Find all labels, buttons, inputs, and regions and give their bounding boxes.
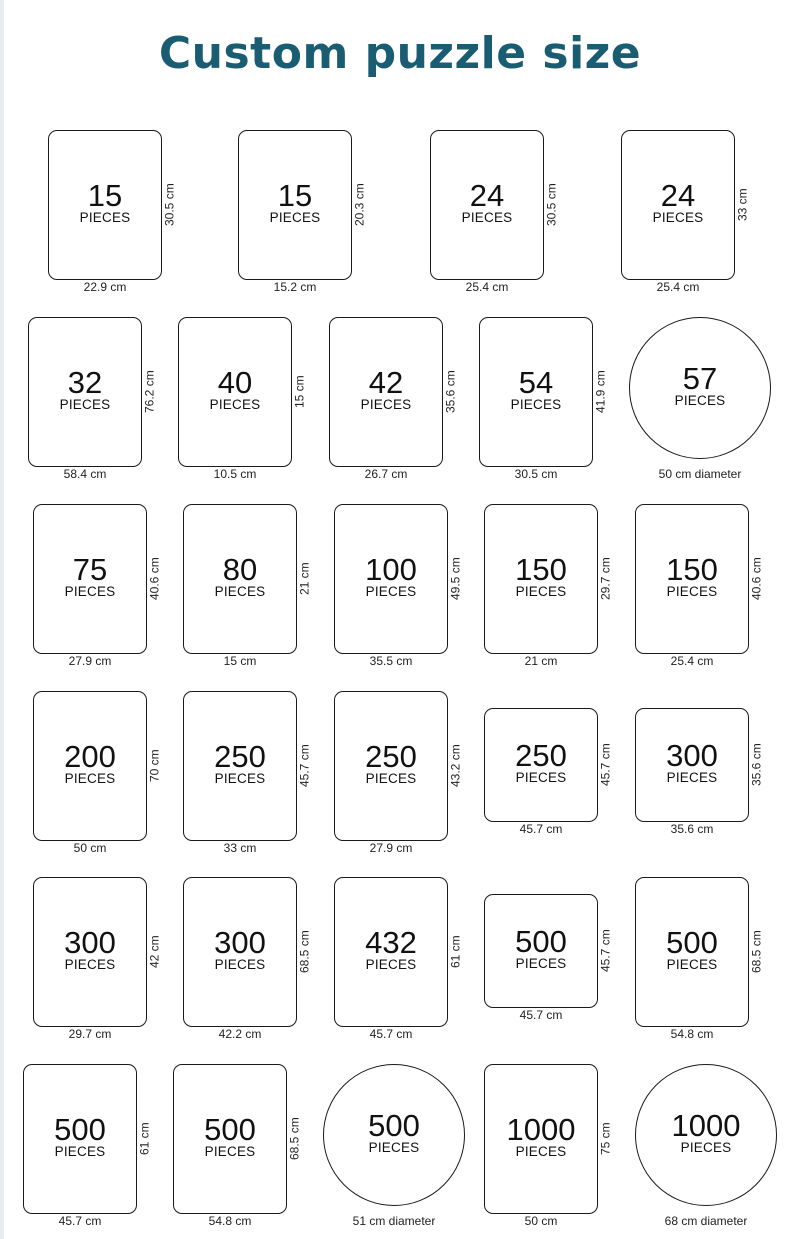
height-label: 45.7 cm: [598, 743, 613, 787]
width-label: 45.7 cm: [519, 822, 563, 836]
piece-count: 100: [365, 552, 417, 587]
puzzle-rect-shape: [238, 130, 352, 280]
piece-count: 32: [67, 365, 103, 400]
width-label: 58.4 cm: [63, 467, 107, 481]
piece-count: 42: [368, 365, 404, 400]
pieces-label: PIECES: [674, 393, 726, 408]
puzzle-rect-shape: [178, 317, 292, 467]
height-label: 49.5 cm: [448, 557, 463, 601]
piece-count: 300: [64, 925, 116, 960]
height-label: 35.6 cm: [749, 743, 764, 787]
width-label: 45.7 cm: [369, 1027, 413, 1041]
width-label: 50 cm: [73, 841, 107, 855]
puzzle-circle-shape: [635, 1064, 777, 1206]
width-label: 21 cm: [524, 654, 558, 668]
pieces-label: PIECES: [59, 397, 111, 412]
piece-count: 200: [64, 739, 116, 774]
piece-count: 250: [214, 739, 266, 774]
pieces-label: PIECES: [510, 397, 562, 412]
width-label: 45.7 cm: [58, 1214, 102, 1228]
puzzle-rect-shape: [484, 708, 598, 822]
piece-count: 250: [365, 739, 417, 774]
width-label: 15 cm: [223, 654, 257, 668]
puzzle-rect-shape: [48, 130, 162, 280]
width-label: 25.4 cm: [465, 280, 509, 294]
pieces-label: PIECES: [64, 957, 116, 972]
puzzle-rect-shape: [173, 1064, 287, 1214]
width-label: 35.5 cm: [369, 654, 413, 668]
height-label: 30.5 cm: [162, 183, 177, 227]
pieces-label: PIECES: [365, 771, 417, 786]
piece-count: 57: [682, 361, 718, 396]
height-label: 45.7 cm: [598, 929, 613, 973]
height-label: 68.5 cm: [287, 1117, 302, 1161]
pieces-label: PIECES: [64, 771, 116, 786]
width-label: 15.2 cm: [273, 280, 317, 294]
piece-count: 54: [518, 365, 554, 400]
height-label: 40.6 cm: [749, 557, 764, 601]
pieces-label: PIECES: [214, 957, 266, 972]
width-label: 25.4 cm: [670, 654, 714, 668]
piece-count: 432: [365, 925, 417, 960]
puzzle-rect-shape: [635, 504, 749, 654]
puzzle-circle-shape: [629, 317, 771, 459]
width-label: 45.7 cm: [519, 1008, 563, 1022]
height-label: 30.5 cm: [544, 183, 559, 227]
piece-count: 150: [515, 552, 567, 587]
height-label: 76.2 cm: [142, 370, 157, 414]
piece-count: 500: [204, 1112, 256, 1147]
puzzle-rect-shape: [621, 130, 735, 280]
width-label: 54.8 cm: [670, 1027, 714, 1041]
pieces-label: PIECES: [666, 957, 718, 972]
puzzle-rect-shape: [28, 317, 142, 467]
height-label: 43.2 cm: [448, 744, 463, 788]
width-label: 10.5 cm: [213, 467, 257, 481]
pieces-label: PIECES: [64, 584, 116, 599]
height-label: 75 cm: [598, 1122, 613, 1156]
pieces-label: PIECES: [680, 1140, 732, 1155]
puzzle-rect-shape: [484, 1064, 598, 1214]
pieces-label: PIECES: [368, 1140, 420, 1155]
pieces-label: PIECES: [365, 957, 417, 972]
height-label: 21 cm: [297, 562, 312, 596]
height-label: 29.7 cm: [598, 557, 613, 601]
puzzle-rect-shape: [33, 877, 147, 1027]
puzzle-rect-shape: [430, 130, 544, 280]
puzzle-rect-shape: [334, 691, 448, 841]
piece-count: 1000: [671, 1108, 741, 1143]
puzzle-rect-shape: [329, 317, 443, 467]
width-label: 42.2 cm: [218, 1027, 262, 1041]
width-label: 27.9 cm: [68, 654, 112, 668]
height-label: 41.9 cm: [593, 370, 608, 414]
pieces-label: PIECES: [515, 1144, 567, 1159]
piece-count: 150: [666, 552, 718, 587]
page-title: Custom puzzle size: [158, 28, 642, 79]
puzzle-rect-shape: [183, 504, 297, 654]
puzzle-rect-shape: [334, 877, 448, 1027]
pieces-label: PIECES: [365, 584, 417, 599]
width-label: 54.8 cm: [208, 1214, 252, 1228]
pieces-label: PIECES: [214, 584, 266, 599]
puzzle-rect-shape: [479, 317, 593, 467]
pieces-label: PIECES: [652, 210, 704, 225]
width-label: 35.6 cm: [670, 822, 714, 836]
width-label: 29.7 cm: [68, 1027, 112, 1041]
height-label: 33 cm: [735, 188, 750, 222]
height-label: 61 cm: [448, 935, 463, 969]
pieces-label: PIECES: [515, 770, 567, 785]
piece-count: 80: [222, 552, 258, 587]
piece-count: 40: [217, 365, 253, 400]
width-label: 50 cm: [524, 1214, 558, 1228]
puzzle-rect-shape: [183, 877, 297, 1027]
height-label: 68.5 cm: [297, 930, 312, 974]
puzzle-rect-shape: [334, 504, 448, 654]
height-label: 40.6 cm: [147, 557, 162, 601]
diameter-label: 51 cm diameter: [352, 1214, 436, 1228]
puzzle-circle-shape: [323, 1064, 465, 1206]
pieces-label: PIECES: [214, 771, 266, 786]
width-label: 33 cm: [223, 841, 257, 855]
height-label: 20.3 cm: [352, 183, 367, 227]
left-frame-edge: [0, 0, 4, 1239]
piece-count: 75: [72, 552, 108, 587]
pieces-label: PIECES: [461, 210, 513, 225]
piece-count: 24: [660, 178, 696, 213]
height-label: 42 cm: [147, 935, 162, 969]
puzzle-rect-shape: [33, 691, 147, 841]
height-label: 15 cm: [292, 375, 307, 409]
piece-count: 500: [666, 925, 718, 960]
pieces-label: PIECES: [269, 210, 321, 225]
pieces-label: PIECES: [209, 397, 261, 412]
diameter-label: 68 cm diameter: [664, 1214, 748, 1228]
width-label: 26.7 cm: [364, 467, 408, 481]
height-label: 61 cm: [137, 1122, 152, 1156]
puzzle-rect-shape: [23, 1064, 137, 1214]
pieces-label: PIECES: [79, 210, 131, 225]
puzzle-rect-shape: [484, 504, 598, 654]
piece-count: 500: [515, 924, 567, 959]
piece-count: 500: [54, 1112, 106, 1147]
width-label: 27.9 cm: [369, 841, 413, 855]
width-label: 22.9 cm: [83, 280, 127, 294]
piece-count: 300: [214, 925, 266, 960]
pieces-label: PIECES: [54, 1144, 106, 1159]
puzzle-rect-shape: [635, 877, 749, 1027]
puzzle-rect-shape: [635, 708, 749, 822]
pieces-label: PIECES: [515, 956, 567, 971]
piece-count: 500: [368, 1108, 420, 1143]
pieces-label: PIECES: [666, 770, 718, 785]
pieces-label: PIECES: [204, 1144, 256, 1159]
height-label: 35.6 cm: [443, 370, 458, 414]
piece-count: 15: [277, 178, 313, 213]
pieces-label: PIECES: [666, 584, 718, 599]
pieces-label: PIECES: [515, 584, 567, 599]
puzzle-rect-shape: [484, 894, 598, 1008]
puzzle-rect-shape: [33, 504, 147, 654]
piece-count: 15: [87, 178, 123, 213]
piece-count: 1000: [506, 1112, 576, 1147]
diameter-label: 50 cm diameter: [658, 467, 742, 481]
width-label: 25.4 cm: [656, 280, 700, 294]
pieces-label: PIECES: [360, 397, 412, 412]
width-label: 30.5 cm: [514, 467, 558, 481]
piece-count: 300: [666, 738, 718, 773]
height-label: 68.5 cm: [749, 930, 764, 974]
height-label: 70 cm: [147, 749, 162, 783]
piece-count: 24: [469, 178, 505, 213]
puzzle-rect-shape: [183, 691, 297, 841]
piece-count: 250: [515, 738, 567, 773]
height-label: 45.7 cm: [297, 744, 312, 788]
